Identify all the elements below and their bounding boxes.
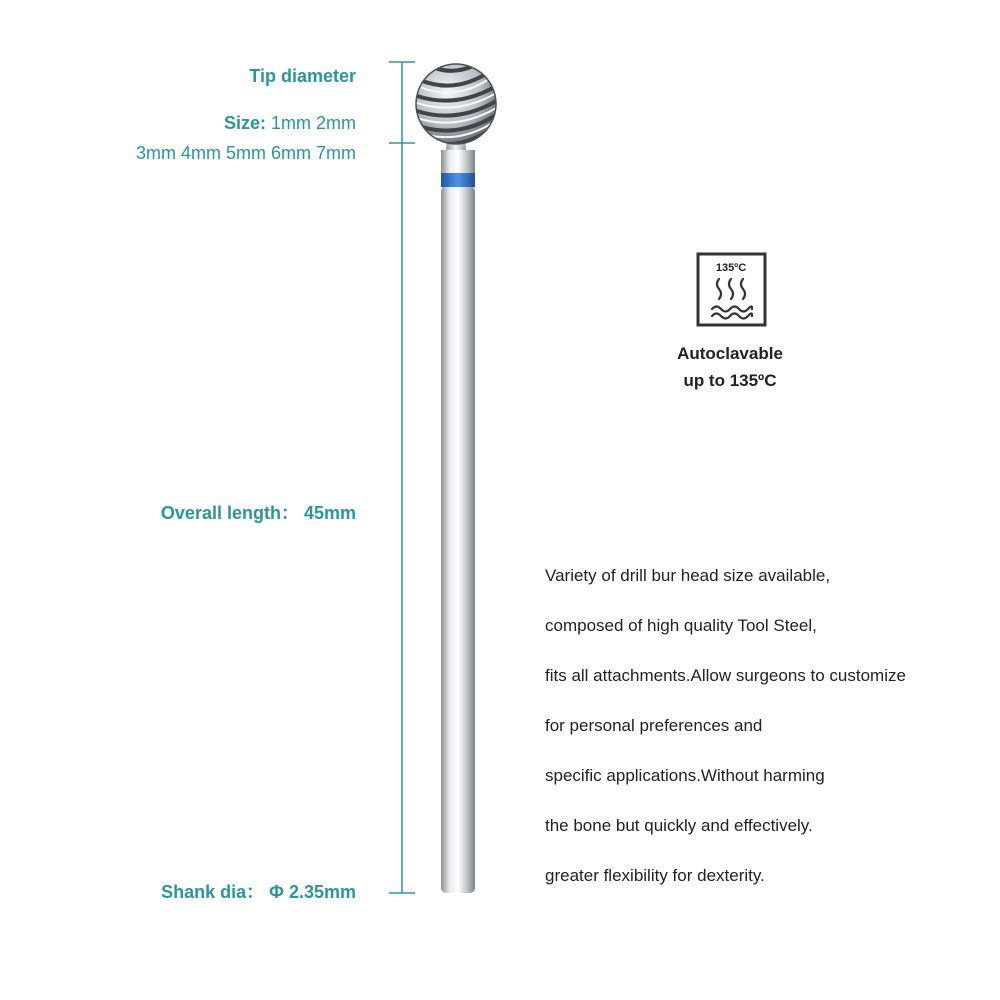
product-description [545,562,906,912]
bur-shank [441,186,475,893]
autoclave-steam-icon [698,254,765,325]
description-line: the bone but quickly and effectively. [545,816,813,835]
dimension-guide [389,62,415,893]
tip-diameter-label: Tip diameter [249,66,356,86]
autoclave-caption [630,340,830,394]
size-values-2: 3mm 4mm 5mm 6mm 7mm [136,143,356,163]
size-label [224,113,356,134]
description-line: greater flexibility for dexterity. [545,866,765,885]
description-line: specific applications.Without harming [545,766,825,785]
color-band [441,173,475,187]
description-line: Variety of drill bur head size available, [545,566,831,585]
overall-length-label: Overall length： 45mm [160,503,356,523]
size-values-1: 1mm 2mm [266,113,356,133]
autoclave-line-2: up to 135ºC [683,371,777,390]
size-prefix: Size: [223,113,266,133]
description-line: composed of high quality Tool Steel, [545,616,817,635]
icon-temperature: 135ºC [715,262,747,274]
description-line: for personal preferences and [545,716,763,735]
autoclave-line-1: Autoclavable [677,344,783,363]
description-line: fits all attachments.Allow surgeons to customize [545,666,906,685]
shank-dia-label: Shank dia： Φ 2.35mm [161,882,356,902]
bur-ball-head [414,60,498,144]
bur-collar [441,150,475,174]
